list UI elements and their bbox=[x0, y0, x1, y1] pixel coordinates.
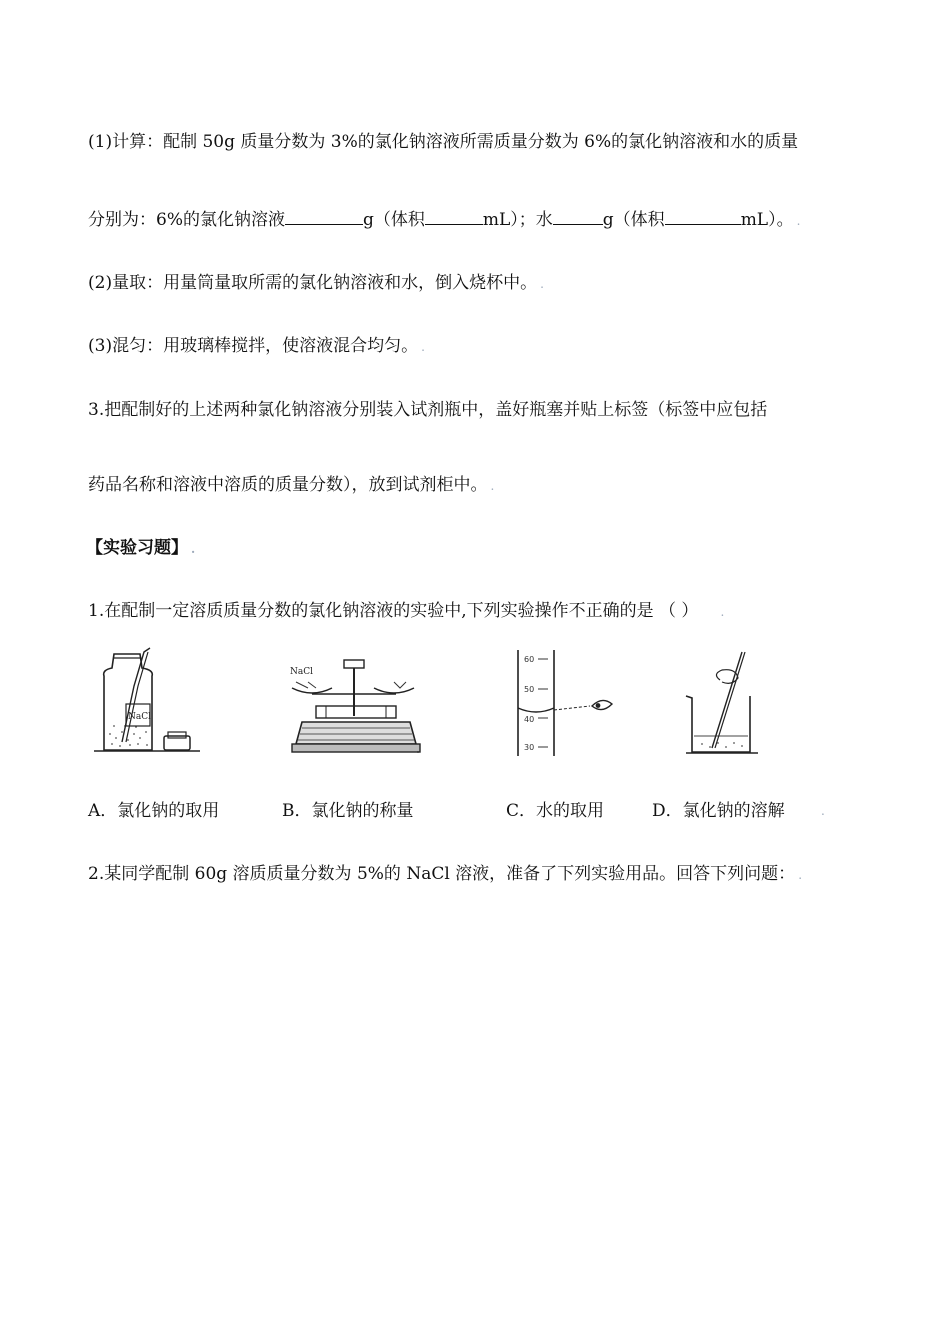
paragraph-mark: . bbox=[421, 340, 425, 354]
step2-line: (2)量取：用量筒量取所需的氯化钠溶液和水，倒入烧杯中。 . bbox=[88, 273, 544, 293]
option-d[interactable]: D．氯化钠的溶解 bbox=[652, 801, 785, 821]
answer-blank-volume-solution[interactable] bbox=[425, 208, 483, 225]
figure-a-nacl-taking bbox=[92, 646, 202, 758]
cylinder-tick-40: 40 bbox=[524, 715, 535, 724]
q1-stem: 1.在配制一定溶质质量分数的氯化钠溶液的实验中,下列实验操作不正确的是 （ ） . bbox=[88, 601, 725, 621]
section-title: 【实验习题】 . bbox=[86, 538, 196, 558]
paragraph-mark: . bbox=[798, 868, 803, 882]
step1-line2: 分别为：6%的氯化钠溶液 g（体积 mL）；水 g（体积 mL）。 . bbox=[88, 210, 801, 230]
option-c[interactable]: C．水的取用 bbox=[506, 801, 605, 821]
step3-line: (3)混匀：用玻璃棒搅拌，使溶液混合均匀。 . bbox=[88, 336, 425, 356]
paragraph-mark: . bbox=[540, 277, 544, 291]
paragraph-mark: . bbox=[490, 479, 495, 493]
option-a[interactable]: A．氯化钠的取用 bbox=[88, 801, 220, 821]
cylinder-tick-60: 60 bbox=[524, 655, 535, 664]
paragraph-mark: . bbox=[796, 214, 801, 228]
figure-c-water-measuring bbox=[508, 646, 628, 758]
bottle-label-text: NaCl bbox=[128, 712, 152, 722]
paragraph-mark: . bbox=[191, 542, 196, 556]
balance-label-text: NaCl bbox=[290, 667, 314, 677]
item3-line1: 3.把配制好的上述两种氯化钠溶液分别装入试剂瓶中，盖好瓶塞并贴上标签（标签中应包括 bbox=[88, 400, 768, 420]
answer-blank-volume-water[interactable] bbox=[665, 208, 741, 225]
option-b[interactable]: B．氯化钠的称量 bbox=[282, 801, 414, 821]
cylinder-tick-50: 50 bbox=[524, 685, 535, 694]
cylinder-tick-30: 30 bbox=[524, 743, 535, 752]
paragraph-mark: . bbox=[720, 605, 725, 619]
answer-blank-mass-water[interactable] bbox=[553, 208, 603, 225]
paragraph-mark: . bbox=[821, 804, 825, 818]
q2-stem: 2.某同学配制 60g 溶质质量分数为 5%的 NaCl 溶液，准备了下列实验用品。回答下列问题： . bbox=[88, 864, 803, 884]
answer-blank-mass-solution[interactable] bbox=[285, 208, 363, 225]
figure-d-nacl-dissolving bbox=[682, 646, 772, 758]
item3-line2: 药品名称和溶液中溶质的质量分数），放到试剂柜中。 . bbox=[88, 475, 495, 495]
step1-line1: (1)计算：配制 50g 质量分数为 3%的氯化钠溶液所需质量分数为 6%的氯化钠溶液和水的质量 bbox=[88, 132, 799, 152]
figure-b-nacl-weighing bbox=[286, 646, 426, 758]
